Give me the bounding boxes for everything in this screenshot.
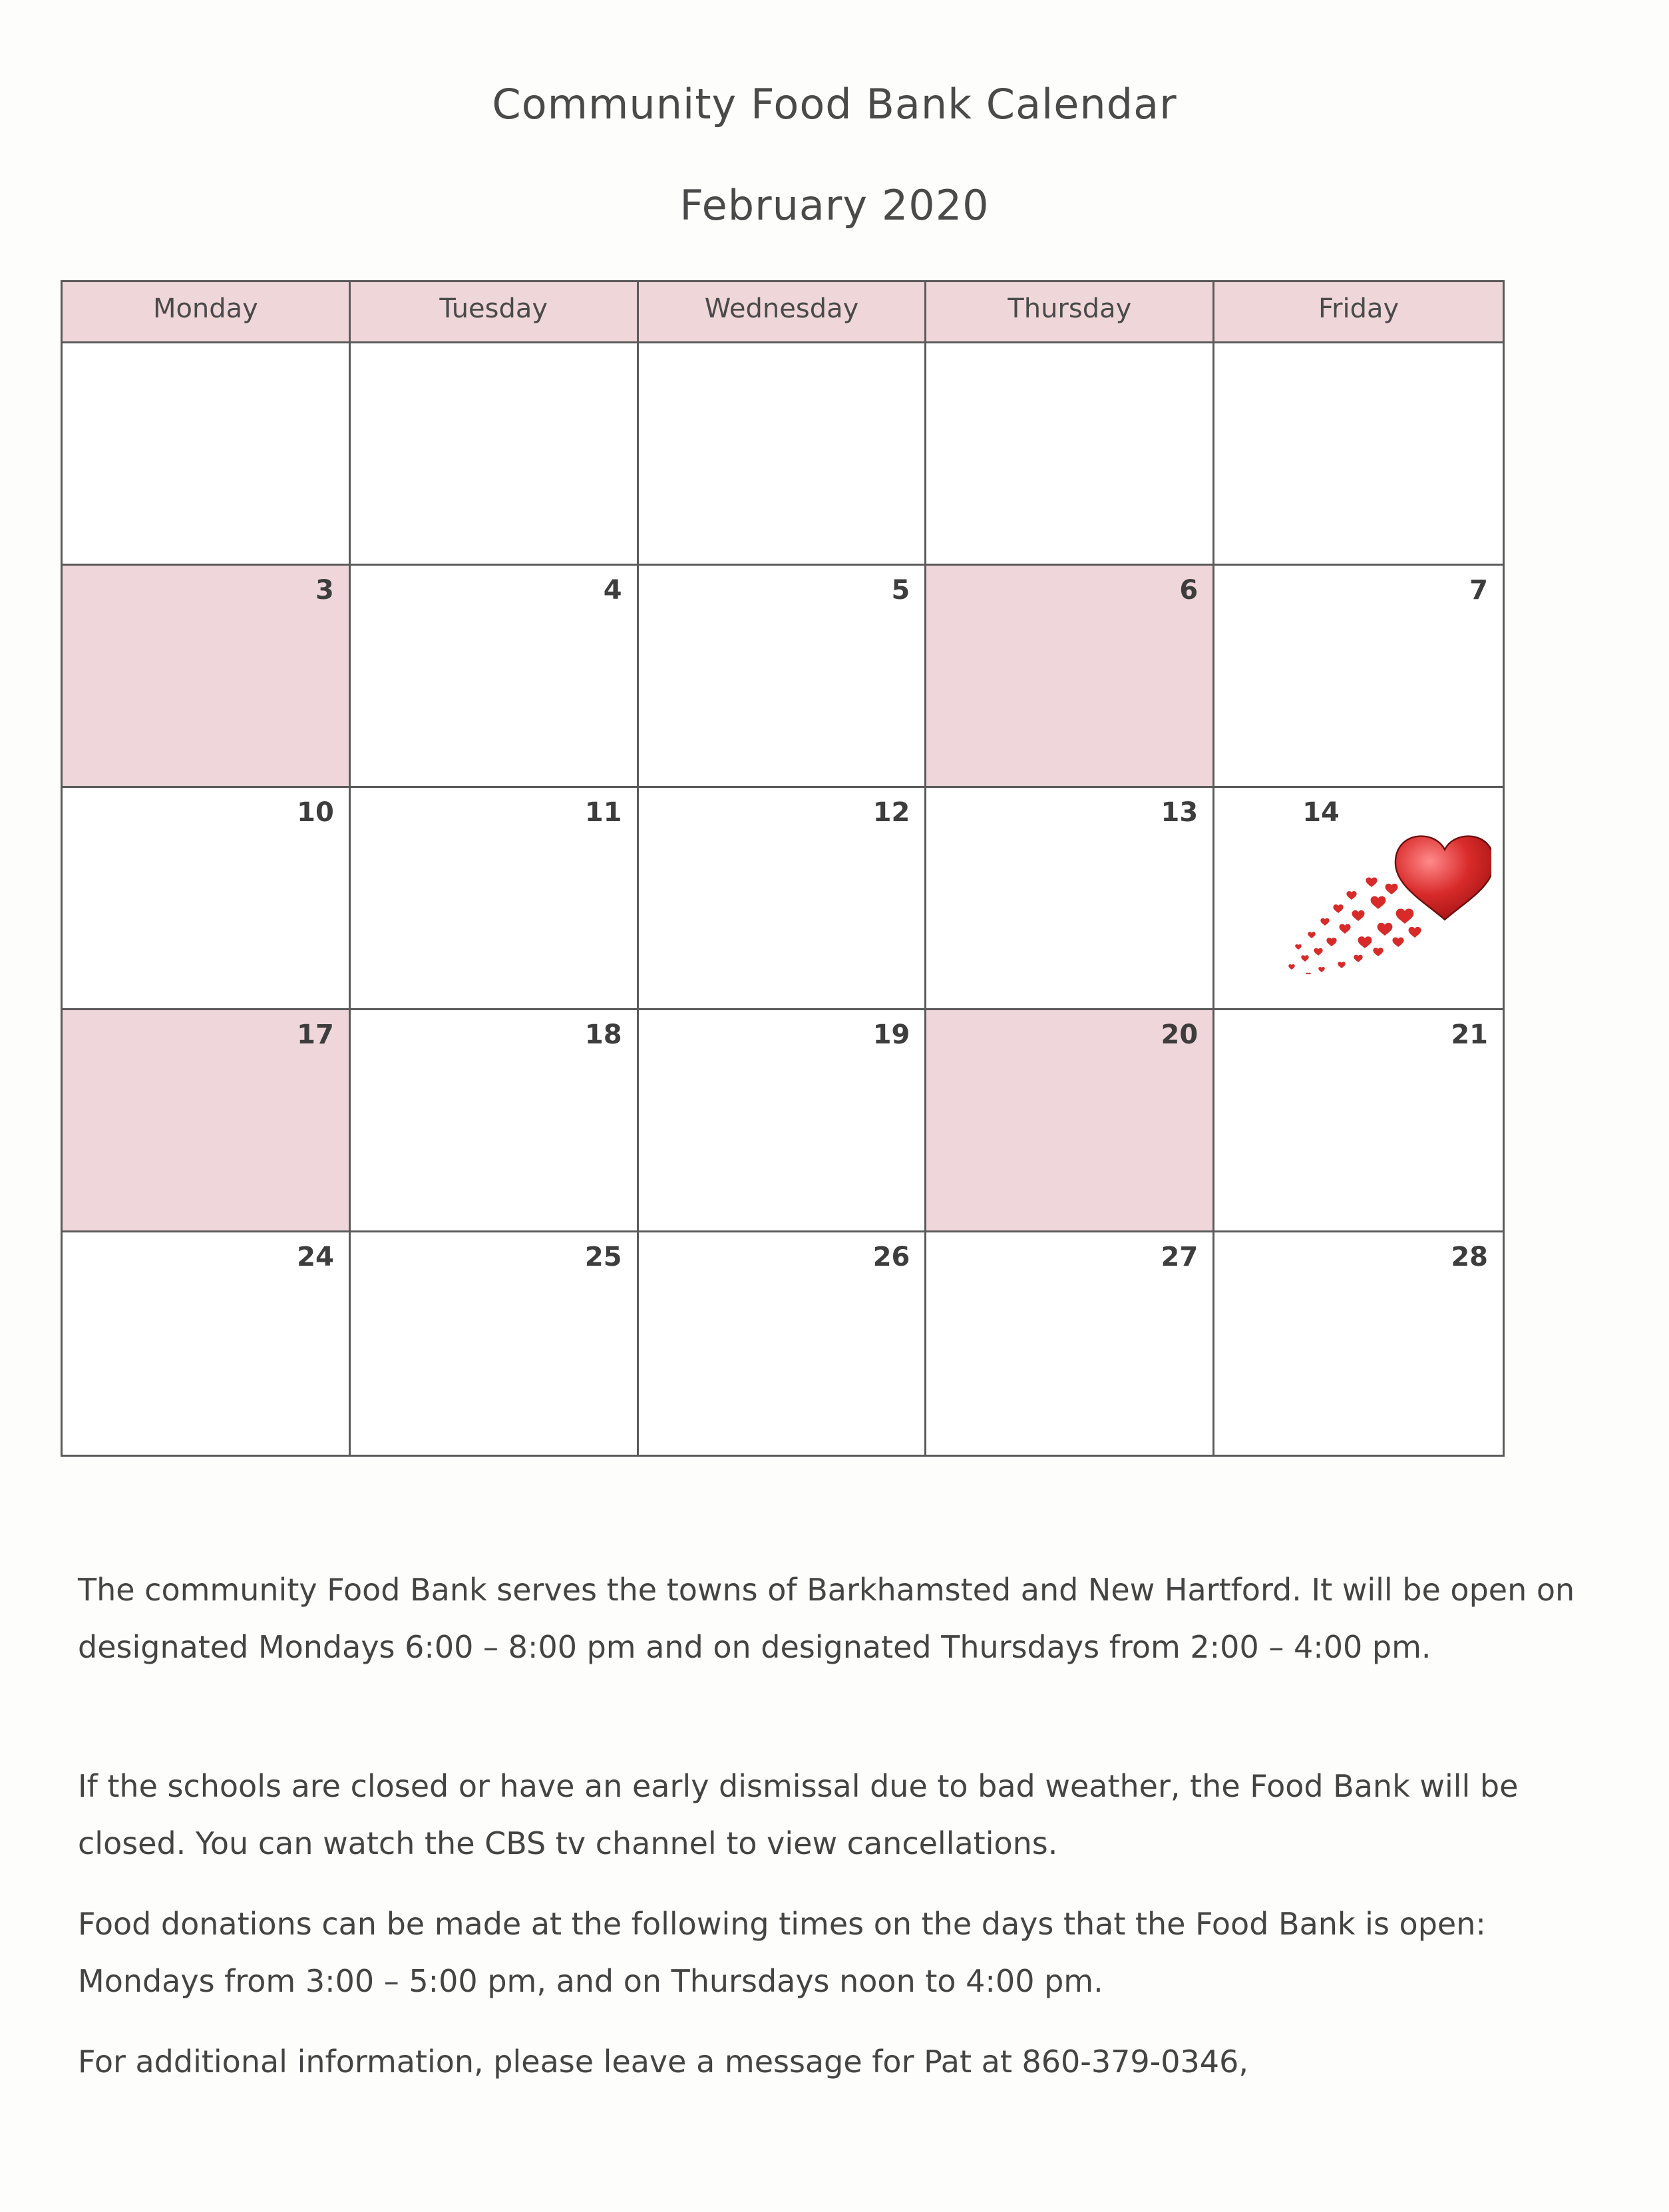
weekday-header: Friday xyxy=(1214,282,1503,343)
weekday-header: Thursday xyxy=(926,282,1214,343)
day-cell xyxy=(351,1232,639,1455)
day-cell xyxy=(926,788,1214,1010)
day-cell xyxy=(351,566,639,788)
day-cell xyxy=(639,1010,927,1232)
day-cell xyxy=(639,1232,927,1455)
day-cell xyxy=(926,1010,1214,1232)
day-number: 28 xyxy=(1451,1242,1488,1272)
day-number: 27 xyxy=(1161,1242,1199,1272)
day-number: 25 xyxy=(584,1242,622,1272)
day-cell xyxy=(63,788,351,1010)
empty-day-cell xyxy=(63,343,351,566)
day-number: 13 xyxy=(1161,797,1199,828)
day-number: 10 xyxy=(297,797,334,828)
weekday-header: Wednesday xyxy=(639,282,927,343)
day-cell xyxy=(1214,566,1503,788)
day-number: 24 xyxy=(297,1242,334,1272)
day-number: 20 xyxy=(1161,1019,1199,1050)
day-cell xyxy=(1214,1232,1503,1455)
day-number: 12 xyxy=(872,797,910,828)
day-number: 21 xyxy=(1451,1019,1488,1050)
day-number: 6 xyxy=(1179,575,1199,606)
day-number: 7 xyxy=(1469,575,1488,606)
calendar-grid xyxy=(61,280,1505,1457)
day-cell xyxy=(639,788,927,1010)
day-cell xyxy=(1214,788,1503,1010)
donations-paragraph: Food donations can be made at the following times on the days that the Food Bank is open: Mondays from 3:00 – 5:00 pm, and on Thursdays noon to 4:00 pm. xyxy=(78,1906,1486,1999)
empty-day-cell xyxy=(639,343,927,566)
page-title: Community Food Bank Calendar xyxy=(492,80,1177,128)
empty-day-cell xyxy=(926,343,1214,566)
contact-paragraph: For additional information, please leave a message for Pat at 860-379-0346, xyxy=(78,2044,1248,2080)
day-cell xyxy=(351,788,639,1010)
weekday-header: Tuesday xyxy=(351,282,639,343)
day-number: 5 xyxy=(891,575,910,606)
weather-paragraph: If the schools are closed or have an early dismissal due to bad weather, the Food Bank will be closed. You can watch the CBS tv channel to view cancellations. xyxy=(78,1768,1519,1861)
day-number: 3 xyxy=(315,575,334,606)
heart-icon xyxy=(1278,815,1491,974)
day-cell xyxy=(926,566,1214,788)
day-cell xyxy=(639,566,927,788)
empty-day-cell xyxy=(1214,343,1503,566)
day-number: 19 xyxy=(872,1019,910,1050)
day-number: 4 xyxy=(603,575,622,606)
month-title: February 2020 xyxy=(679,181,990,230)
day-cell xyxy=(351,1010,639,1232)
day-cell xyxy=(63,1232,351,1455)
day-number: 26 xyxy=(872,1242,910,1272)
day-number: 18 xyxy=(584,1019,622,1050)
day-cell xyxy=(1214,1010,1503,1232)
day-cell xyxy=(63,566,351,788)
weekday-header: Monday xyxy=(63,282,351,343)
empty-day-cell xyxy=(351,343,639,566)
day-number: 11 xyxy=(584,797,622,828)
intro-paragraph: The community Food Bank serves the towns of Barkhamsted and New Hartford. It will be open on designated Mondays 6:00 – 8:00 pm and on designated Thursdays from 2:00 – 4:00 pm. xyxy=(78,1572,1575,1665)
day-number: 17 xyxy=(297,1019,334,1050)
day-number: 14 xyxy=(1302,797,1340,828)
day-cell xyxy=(63,1010,351,1232)
day-cell xyxy=(926,1232,1214,1455)
